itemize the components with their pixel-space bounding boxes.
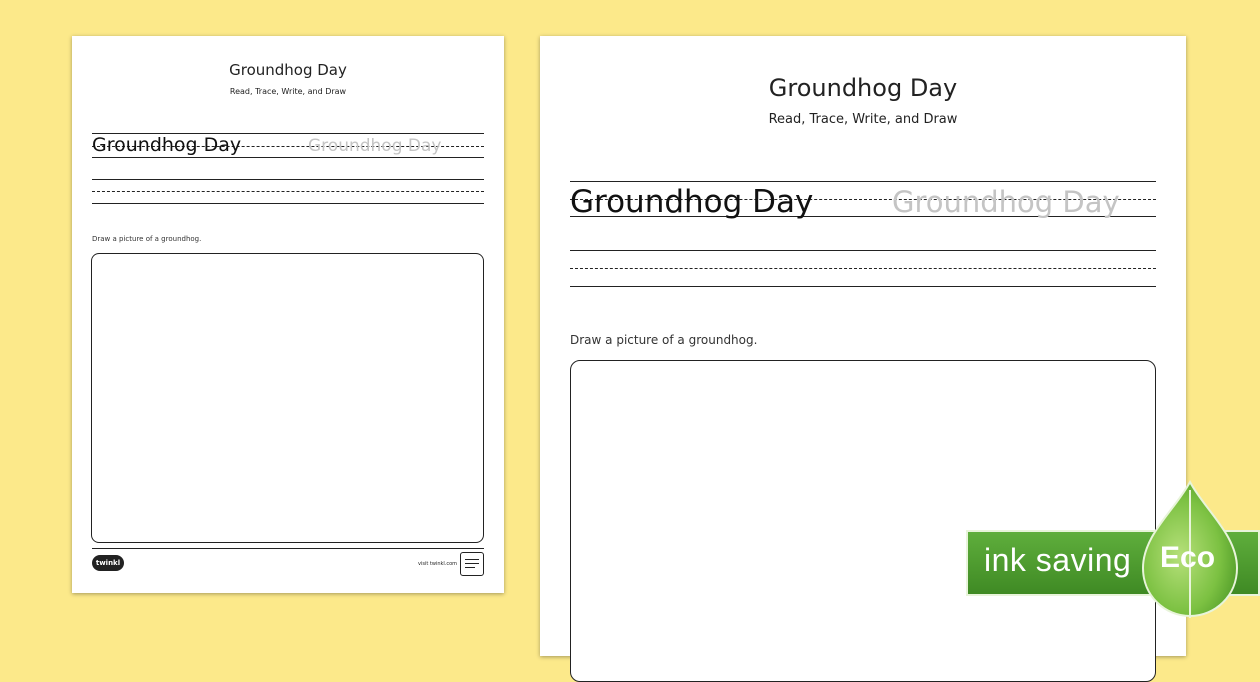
footer-url: visit twinkl.com: [418, 561, 458, 567]
twinkl-logo: twinkl: [92, 555, 124, 571]
handwriting-base-line: [92, 157, 484, 158]
drawing-box: [570, 360, 1156, 682]
worksheet-subtitle: Read, Trace, Write, and Draw: [768, 112, 958, 127]
model-word: Groundhog Day: [92, 134, 242, 156]
handwriting-top-line: [570, 181, 1156, 182]
model-word: Groundhog Day: [570, 184, 814, 220]
trace-word: Groundhog Day: [308, 136, 442, 156]
writing-mid-dash: [92, 191, 484, 192]
writing-top-line: [570, 250, 1156, 251]
writing-base-line: [92, 203, 484, 204]
writing-top-line: [92, 179, 484, 180]
writing-base-line: [570, 286, 1156, 287]
drawing-box: [91, 253, 484, 543]
worksheet-preview-small: [72, 36, 504, 593]
footer-rule: [92, 548, 484, 549]
worksheet-title: Groundhog Day: [229, 61, 347, 79]
badge-icon: [460, 552, 484, 576]
worksheet-title: Groundhog Day: [768, 74, 958, 102]
trace-word: Groundhog Day: [892, 185, 1120, 219]
eco-badge-label: Eco: [1160, 541, 1216, 574]
worksheet-subtitle: Read, Trace, Write, and Draw: [229, 87, 347, 96]
draw-prompt: Draw a picture of a groundhog.: [92, 235, 202, 243]
ink-saving-label: ink saving: [984, 542, 1132, 578]
writing-mid-dash: [570, 268, 1156, 269]
draw-prompt: Draw a picture of a groundhog.: [570, 333, 758, 347]
